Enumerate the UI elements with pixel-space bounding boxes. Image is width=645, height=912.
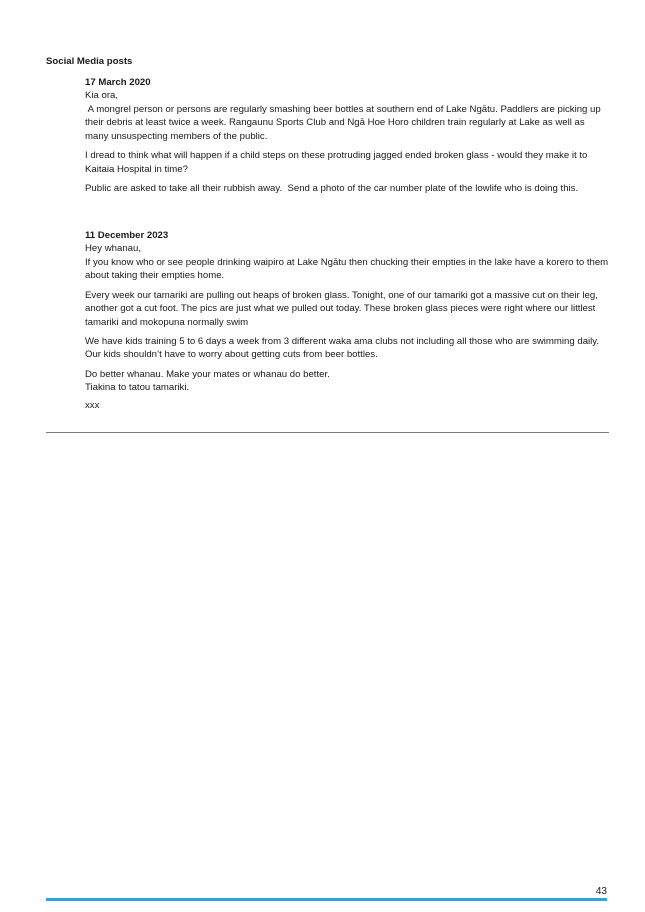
horizontal-divider — [46, 432, 609, 433]
post-paragraph: Every week our tamariki are pulling out heaps of broken glass. Tonight, one of our tamariki got a massive cut on their leg, another got a cut foot. The pics are just what we pulled out today. These broken glass pieces were right where our littlest tamariki and mokopuna normally swim — [85, 289, 598, 328]
post-paragraph: We have kids training 5 to 6 days a week from 3 different waka ama clubs not including all those who are swimming daily. Our kids shouldn’t have to worry about getting cuts from beer bottles. — [85, 335, 600, 361]
post-paragraph: If you know who or see people drinking waipiro at Lake Ngātu then chucking their empties in the lake have a korero to them about taking their empties home. — [85, 256, 609, 282]
post-greeting: Kia ora, — [85, 90, 119, 102]
post-paragraph: A mongrel person or persons are regularly smashing beer bottles at southern end of Lake Ngātu. Paddlers are picking up their debris at least twice a week. Rangaunu Sports Club and Ngā Hoe Horo children train regularly at Lake as well as many unsuspecting members of the public. — [85, 103, 604, 142]
post-paragraph: Public are asked to take all their rubbish away. Send a photo of the car number plate of the lowlife who is doing this. — [85, 182, 579, 194]
page-number: 43 — [595, 886, 607, 897]
post-signoff: xxx — [85, 399, 100, 411]
post-greeting: Hey whanau, — [85, 243, 141, 255]
post-closing-line: Tiakina to tatou tamariki. — [85, 382, 190, 394]
social-media-post — [85, 76, 610, 201]
post-paragraph: I dread to think what will happen if a child steps on these protruding jagged ended broken glass - would they make it to Kaitaia Hospital in time? — [85, 150, 588, 175]
post-date: 11 December 2023 — [85, 230, 169, 241]
post-date: 17 March 2020 — [85, 77, 151, 88]
section-heading: Social Media posts — [46, 56, 133, 67]
post-closing-line: Do better whanau. Make your mates or whanau do better. — [85, 368, 330, 380]
footer-accent-bar — [46, 898, 607, 901]
social-media-post — [85, 229, 610, 412]
